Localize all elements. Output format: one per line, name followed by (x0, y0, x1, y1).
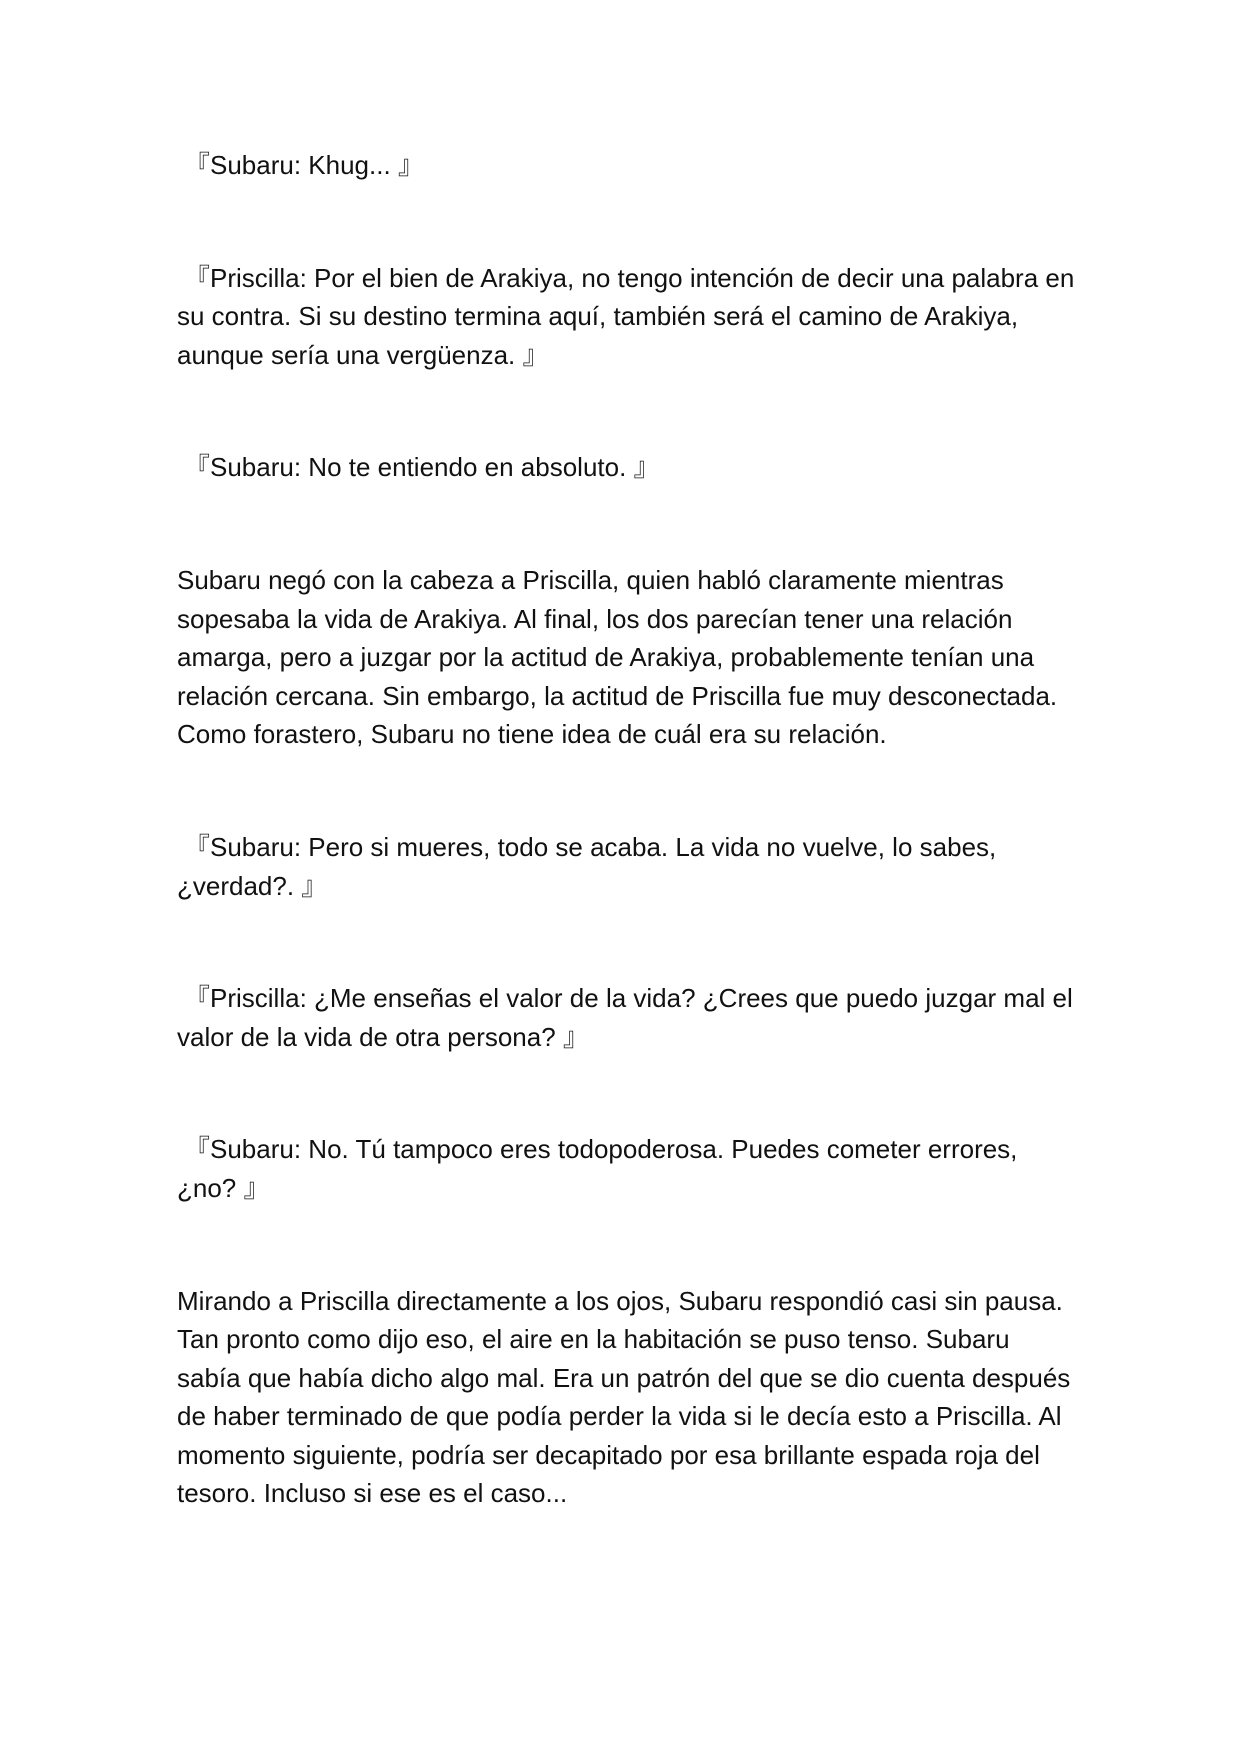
paragraph-gap (177, 754, 1077, 828)
narration-paragraph-1: Subaru negó con la cabeza a Priscilla, quien habló claramente mientras sopesaba la vida de Arakiya. Al final, los dos parecían tener una relación amarga, pero a juzgar por la actitud de Arakiya, probablemente tenían una relación cercana. Sin embargo, la actitud de Priscilla fue muy desconectada. Como forastero, Subaru no tiene idea de cuál era su relación. (177, 564, 1058, 750)
narration-paragraph-2: Mirando a Priscilla directamente a los ojos, Subaru respondió casi sin pausa. Tan pronto como dijo eso, el aire en la habitación se puso tenso. Subaru sabía que había dicho algo mal. Era un patrón del que se dio cuenta después de haber terminado de que podía perder la vida si le decía esto a Priscilla. Al momento siguiente, podría ser decapitado por esa brillante espada roja del tesoro. Incluso si ese es el caso... (177, 1285, 1071, 1509)
dialogue-subaru-si-mueres: 『Subaru: Pero si mueres, todo se acaba. La vida no vuelve, lo sabes, ¿verdad?. 』 (177, 831, 997, 901)
paragraph-gap (177, 374, 1077, 448)
dialogue-subaru-no-entiendo: 『Subaru: No te entiendo en absoluto. 』 (184, 452, 660, 483)
paragraph-gap (177, 185, 1077, 259)
dialogue-subaru-khug: 『Subaru: Khug... 』 (184, 150, 424, 180)
paragraph-gap (177, 487, 1077, 561)
paragraph-gap (177, 1056, 1077, 1130)
dialogue-subaru-todopoderosa: 『Subaru: No. Tú tampoco eres todopoderosa. Puedes cometer errores, ¿no? 』 (177, 1134, 1018, 1203)
paragraph-gap (177, 1208, 1077, 1282)
dialogue-priscilla-valor-vida: 『Priscilla: ¿Me enseñas el valor de la vida? ¿Crees que puedo juzgar mal el valor de la vida de otra persona? 』 (177, 983, 1073, 1052)
paragraph-gap (177, 905, 1077, 979)
document-body (177, 146, 1077, 1513)
dialogue-priscilla-arakiya: 『Priscilla: Por el bien de Arakiya, no tengo intención de decir una palabra en su contra. Si su destino termina aquí, también será el camino de Arakiya, aunque sería una vergüenza. 』 (177, 262, 1075, 370)
